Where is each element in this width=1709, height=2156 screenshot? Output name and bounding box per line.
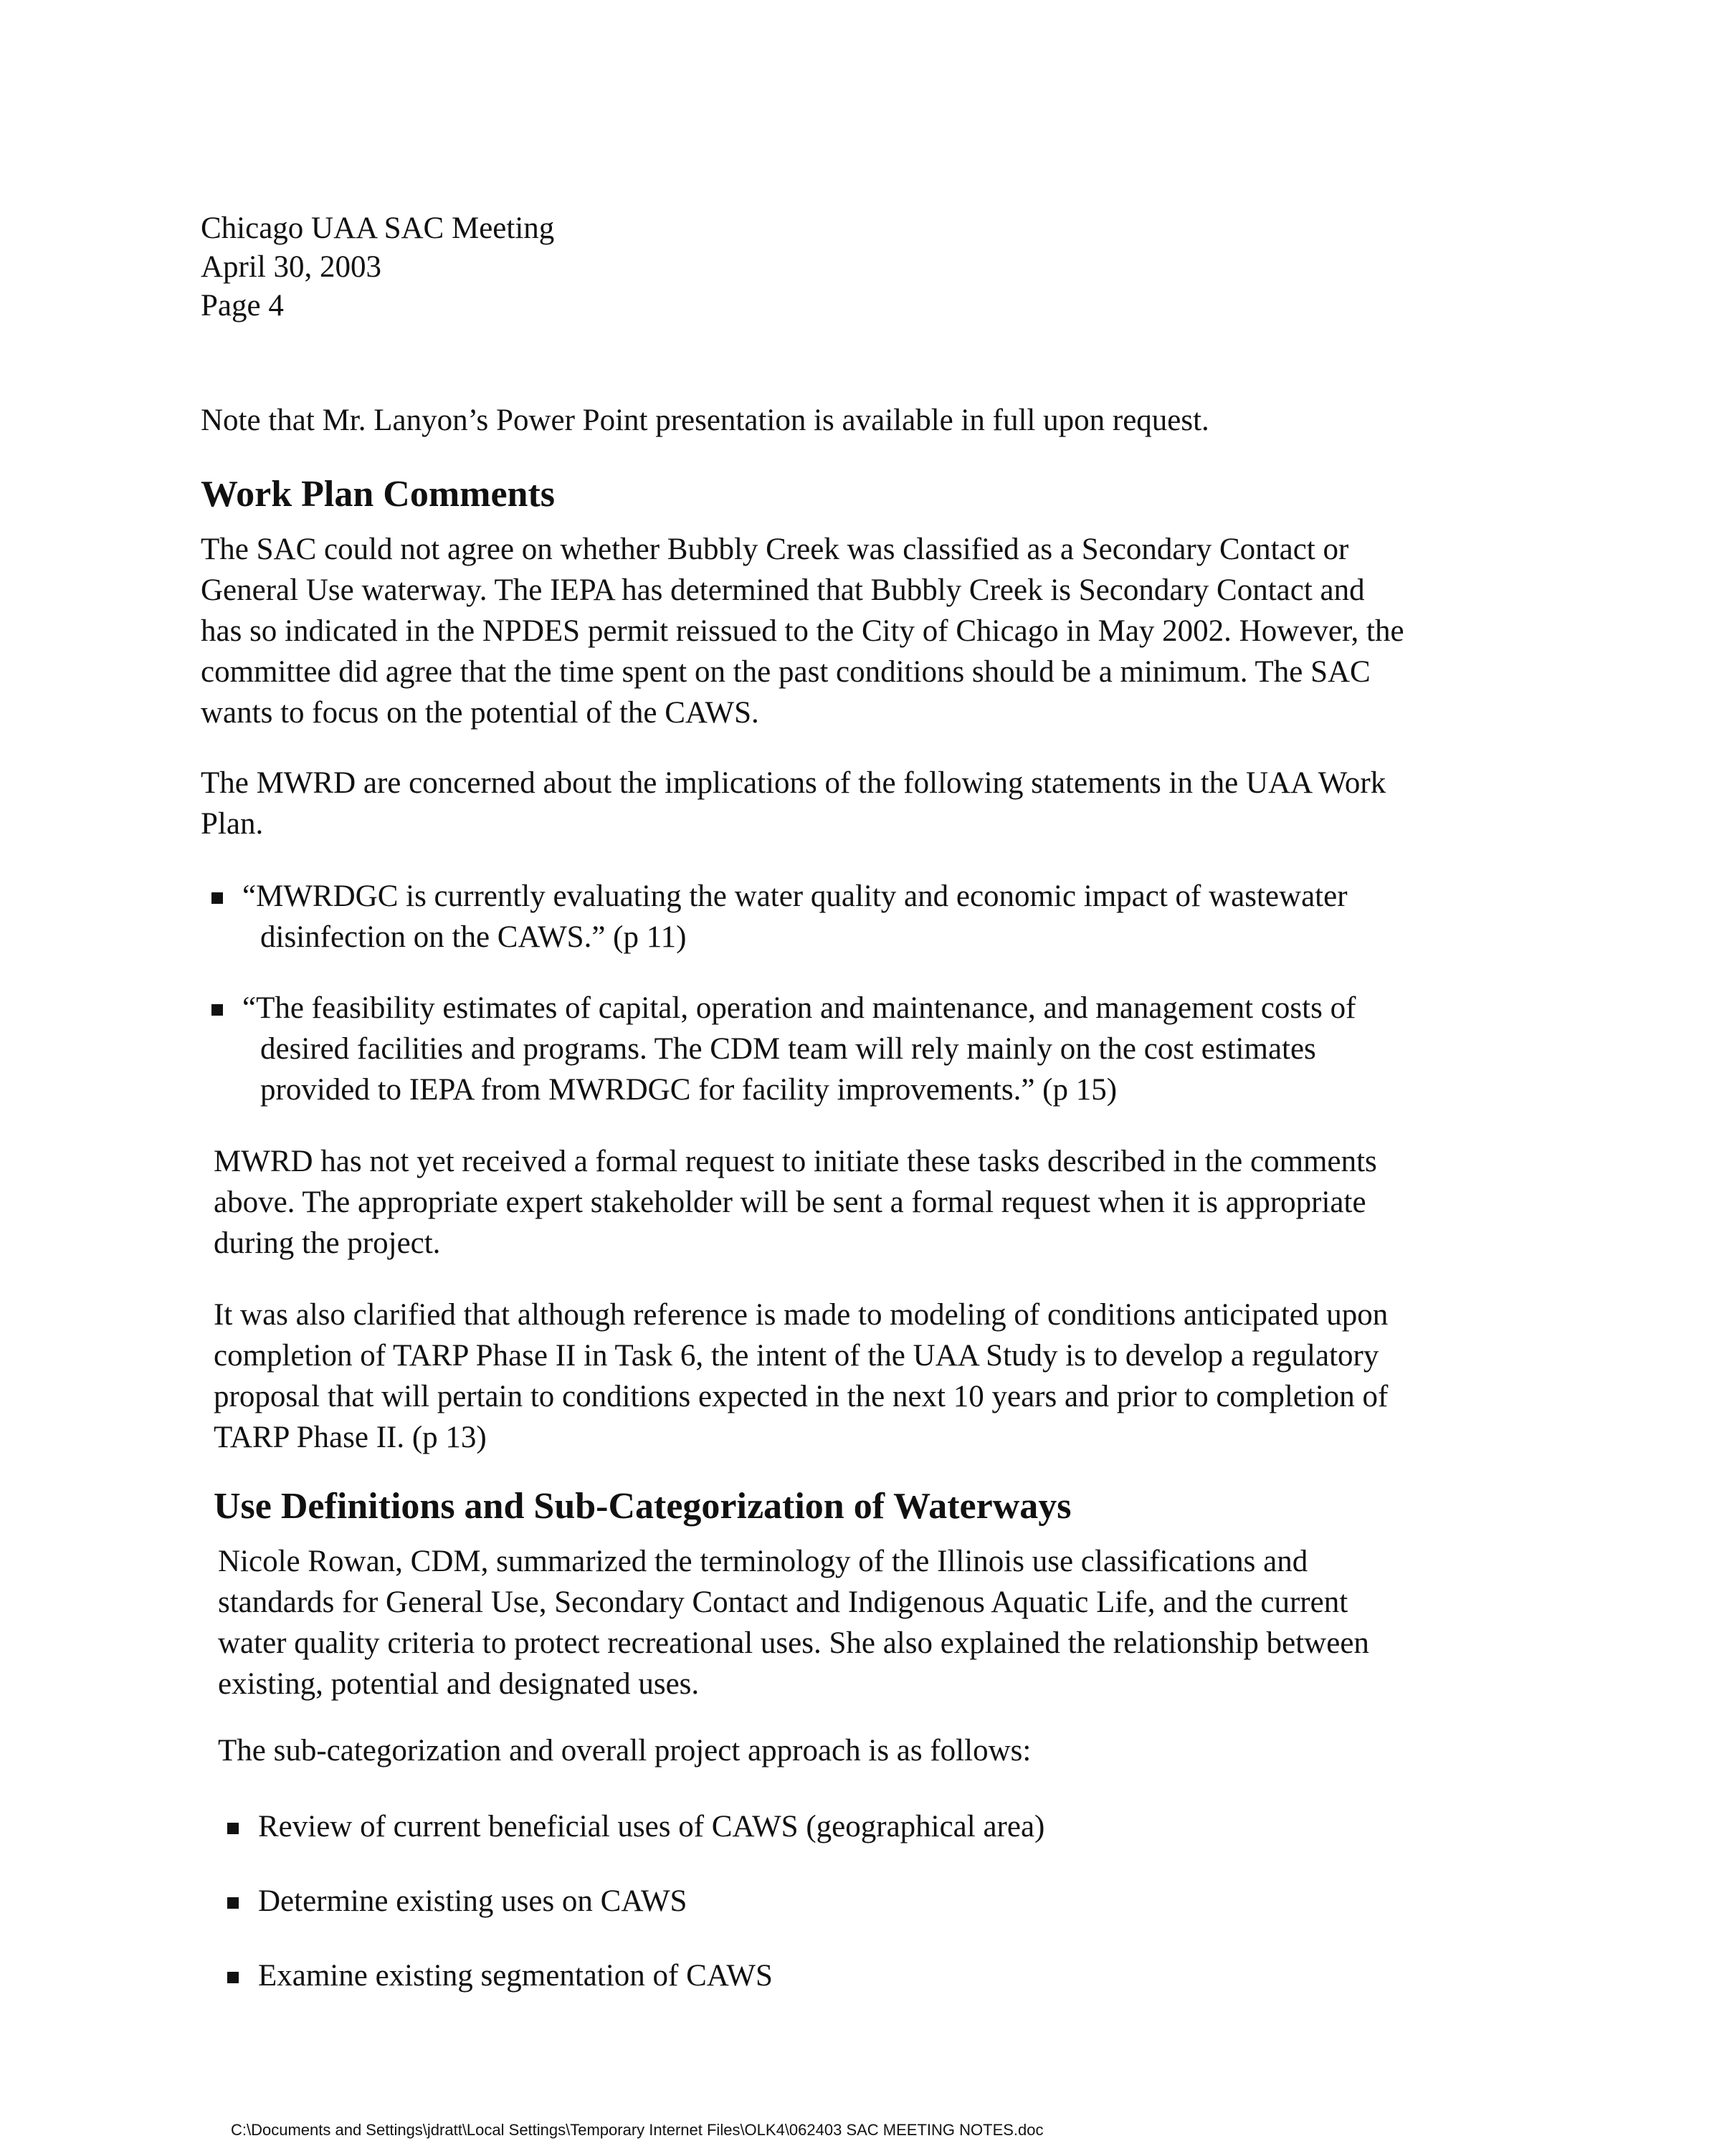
page-header <box>201 209 554 325</box>
section-heading-use-definitions: Use Definitions and Sub-Categorization of Waterways <box>214 1486 1072 1527</box>
header-page-number: Page 4 <box>201 289 284 323</box>
footer-file-path: C:\Documents and Settings\jdratt\Local Settings\Temporary Internet Files\OLK4\062403 SAC MEETING NOTES.doc <box>231 2121 1044 2139</box>
note-paragraph: Note that Mr. Lanyon’s Power Point presentation is available in full upon request. <box>201 404 1209 437</box>
section-heading-work-plan: Work Plan Comments <box>201 474 555 515</box>
header-meeting-title: Chicago UAA SAC Meeting <box>201 211 555 245</box>
list-item: Examine existing segmentation of CAWS <box>224 1955 773 1996</box>
work-plan-paragraph-1: The SAC could not agree on whether Bubbly Creek was classified as a Secondary Contact or General Use waterway. The IEPA has determined that Bubbly Creek is Secondary Contact and has so indicated in the NPDES permit reissued to the City of Chicago in May 2002. However, the committee did agree that the time spent on the past conditions should be a minimum. The SAC wants to focus on the potential of the CAWS. <box>201 533 1404 730</box>
work-plan-paragraph-2: The MWRD are concerned about the implications of the following statements in the UAA Work Plan. <box>201 766 1386 841</box>
bullet-icon <box>227 1972 239 1983</box>
bullet-icon <box>227 1823 239 1834</box>
use-definitions-paragraph-1: Nicole Rowan, CDM, summarized the terminology of the Illinois use classifications and standards for General Use, Secondary Contact and Indigenous Aquatic Life, and the current water quality criteria to protect recreational uses. She also explained the relationship between existing, potential and designated uses. <box>218 1545 1369 1701</box>
list-item: “The feasibility estimates of capital, operation and maintenance, and management costs of desired facilities and programs. The CDM team will rely mainly on the cost estimates provided to IEPA from MWRDGC for facility improvements.” (p 15) <box>208 988 1356 1110</box>
list-item: Determine existing uses on CAWS <box>224 1881 687 1922</box>
bullet-icon <box>227 1897 239 1909</box>
header-date: April 30, 2003 <box>201 250 382 284</box>
use-definitions-paragraph-2: The sub-categorization and overall project approach is as follows: <box>218 1734 1032 1768</box>
bullet-icon <box>211 892 223 904</box>
work-plan-paragraph-4: It was also clarified that although reference is made to modeling of conditions anticipated upon completion of TARP Phase II in Task 6, the intent of the UAA Study is to develop a regulatory proposal that will pertain to conditions expected in the next 10 years and prior to completion of TARP Phase II. (p 13) <box>214 1298 1389 1454</box>
bullet-icon <box>211 1004 223 1016</box>
list-item: “MWRDGC is currently evaluating the water quality and economic impact of wastewater disinfection on the CAWS.” (p 11) <box>208 876 1348 958</box>
work-plan-paragraph-3: MWRD has not yet received a formal request to initiate these tasks described in the comments above. The appropriate expert stakeholder will be sent a formal request when it is appropriate during the project. <box>214 1145 1377 1260</box>
list-item: Review of current beneficial uses of CAWS (geographical area) <box>224 1806 1044 1847</box>
